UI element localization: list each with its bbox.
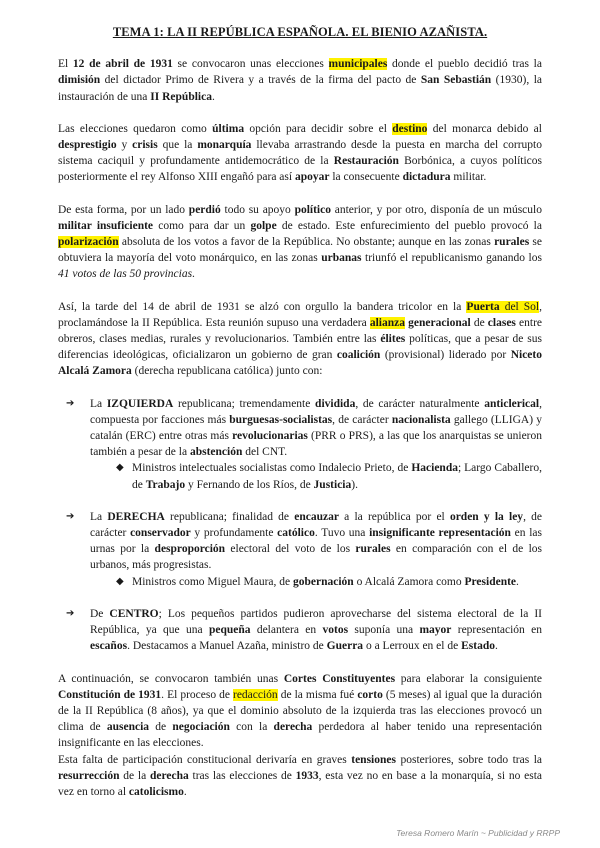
bold-text: derecha (273, 721, 313, 734)
text: , de carácter (332, 413, 392, 426)
text: y (116, 139, 133, 152)
text: de (470, 316, 488, 329)
italic-text: 41 votos de las 50 provincias (58, 268, 193, 281)
spacer (58, 283, 542, 299)
list-item-derecha (66, 509, 542, 590)
list-item-ministros-derecha (116, 574, 542, 590)
text: delantera en (250, 624, 323, 637)
text: en las urnas por la (90, 527, 542, 556)
highlighted-text: polarización (58, 236, 119, 249)
bold-text: católico (277, 527, 315, 540)
bold-text: desprestigio (58, 139, 117, 152)
bold-text: clases (487, 316, 516, 329)
bold-text: dimisión (58, 74, 101, 87)
text: (PRR o PRS), a las que los anarquistas se unieron también a pesar de la (90, 430, 543, 459)
arrow-icon: ➔ (66, 397, 75, 409)
arrow-icon: ➔ (66, 607, 75, 619)
text: como para dar un (153, 219, 251, 232)
text: . Tuvo una (314, 527, 370, 540)
bold-text: tensiones (351, 753, 396, 766)
spacer (78, 590, 542, 606)
bold-text: Estado (461, 640, 495, 653)
bold-text: insignificante representación (369, 527, 511, 540)
text: de la (119, 769, 150, 782)
bold-text: orden y la ley (449, 510, 524, 523)
text: , compuesta por facciones más (90, 397, 542, 426)
text: Borbónica, a cuyos políticos posteriormente el rey Alfonso XIII engañó para así (58, 155, 543, 184)
highlighted-text: redacción (232, 688, 278, 701)
text: con la (229, 721, 274, 734)
text: y Fernando de los Ríos, de (185, 478, 314, 491)
text: entre obreros, clases medias, rurales y revolucionarios. También entre las (58, 316, 542, 346)
text: militar. (450, 171, 487, 184)
bold-text: corto (357, 688, 383, 701)
text: ). (351, 478, 358, 491)
text: todo su apoyo (220, 203, 295, 216)
text: (5 meses) al igual que la duración de la II República (8 años), ya que el dominio absoluto de la izquierda tras las elecciones provocó un clima de (58, 688, 542, 734)
text: a la república por el (338, 510, 450, 523)
text: para elaborar la consiguiente (395, 672, 542, 685)
bold-text: militar insuficiente (58, 219, 154, 232)
bold-text: gobernación (292, 575, 354, 588)
bold-text: abstención (189, 446, 243, 459)
bold-text: Constitución de 1931 (58, 688, 162, 701)
paragraph-tensiones (58, 752, 542, 801)
text: o a Lerroux en el de (363, 640, 462, 653)
page-title: TEMA 1: LA II REPÚBLICA ESPAÑOLA. EL BIENIO AZAÑISTA. (112, 25, 488, 39)
bold-text: pequeña (208, 624, 251, 637)
text: se obtuviera la mayoría del voto monárquico, en las zonas (58, 236, 542, 265)
bold-text: rurales (494, 236, 530, 249)
bold-text: conservador (130, 527, 191, 540)
text: republicana; tremendamente (173, 397, 316, 410)
bold-text: golpe (250, 219, 277, 232)
bold-text: generacional (408, 316, 471, 329)
text: Esta falta de participación constitucional derivaría en graves (58, 753, 352, 766)
bold-text: Guerra (326, 640, 364, 653)
spacer (58, 105, 542, 121)
arrow-icon: ➔ (66, 510, 75, 522)
diamond-icon: ◆ (116, 575, 124, 587)
text: , esta vez no en base a la monarquía, si no esta vez en torno al (58, 769, 543, 798)
diamond-icon: ◆ (116, 462, 124, 474)
bold-text: dividida (315, 397, 356, 410)
text: posteriores, sobre todo tras la (395, 753, 543, 766)
text: opción para decidir sobre el (244, 122, 393, 135)
text: (1930), la instauración de una (58, 74, 542, 103)
text: triunfó el republicanismo ganando los (361, 252, 542, 265)
text: . (516, 575, 519, 588)
bold-text: Niceto Alcalá Zamora (58, 349, 542, 378)
bold-text: élites (380, 333, 406, 346)
text: en comparación con el de los urbanos, más progresistas. (90, 543, 542, 572)
text: (derecha republicana católica) junto con: (131, 365, 323, 378)
highlighted-text: alianza (369, 316, 405, 329)
bold-text: catolicismo (128, 785, 184, 798)
text: del CNT. (242, 446, 288, 459)
text: absoluta de los votos a favor de la República. No obstante; aunque en las zonas (118, 236, 495, 249)
text: perdedora al haber tenido una representación insignificante en las elecciones. (58, 721, 542, 750)
bold-text: IZQUIERDA (106, 397, 174, 410)
text: y profundamente (190, 527, 278, 540)
text: El (58, 58, 73, 71)
text: donde el pueblo decidió tras la (387, 58, 542, 71)
paragraph-proclamacion (58, 299, 542, 380)
bold-text: ausencia (106, 721, 150, 734)
text: . (183, 785, 187, 798)
text: . (211, 90, 215, 103)
bold-text: crisis (132, 139, 158, 152)
text: se convocaron unas elecciones (172, 58, 329, 71)
bold-text: revolucionarias (232, 430, 308, 443)
bold-text: perdió (188, 203, 221, 216)
text: Ministros como Miguel Maura, de (132, 575, 293, 588)
text: la consecuente (329, 171, 403, 184)
text: Ministros intelectuales socialistas como Indalecio Prieto, de (132, 462, 412, 475)
bold-text: resurrección (58, 769, 120, 782)
text: que la (157, 139, 198, 152)
bold-text: urbanas (321, 252, 362, 265)
bold-text: negociación (172, 721, 230, 734)
party-list (58, 396, 542, 655)
text: De esta forma, por un lado (58, 203, 189, 216)
text: del dictador Primo de Rivera y a través de la firma del pacto de (100, 74, 421, 87)
bold-text: CENTRO (109, 607, 159, 620)
bold-text: San Sebastián (420, 74, 492, 87)
paragraph-polarizacion (58, 202, 542, 283)
text: ; Largo Caballero, de (132, 462, 542, 491)
highlighted-text: destino (392, 122, 428, 135)
text: (provisional) liderado por (380, 349, 511, 362)
list-item-izquierda (66, 396, 543, 493)
text: de estado. Este enfurecimiento del pueblo provocó la (276, 219, 542, 232)
bold-text: escaños (90, 640, 128, 653)
paragraph-elecciones (58, 121, 542, 186)
bold-text: anticlerical (484, 397, 540, 410)
spacer (58, 186, 542, 202)
text: . Destacamos a Manuel Azaña, ministro de (127, 640, 327, 653)
text: republicana; finalidad de (164, 510, 295, 523)
text: políticas, que a pesar de sus diferencias ideológicas, oficializaron un gobierno de gran (58, 333, 542, 362)
bold-text: Hacienda (411, 462, 458, 475)
paragraph-intro (58, 56, 542, 105)
text: Las elecciones quedaron como (58, 122, 213, 135)
list-item-centro (66, 606, 542, 655)
bold-text: desproporción (154, 543, 226, 556)
text: gallego (LLIGA) y catalán (ERC) entre otras más (90, 413, 543, 443)
bold-text: DERECHA (107, 510, 165, 523)
bold-text: derecha (149, 769, 189, 782)
bold-text: coalición (336, 349, 381, 362)
bold-text: Presidente (464, 575, 517, 588)
text: del monarca debido al (427, 122, 542, 135)
bold-text: 1933 (295, 769, 319, 782)
spacer (78, 493, 542, 509)
bold-text: Justicia (313, 478, 352, 491)
text: De (90, 607, 110, 620)
bold-text: Trabajo (145, 478, 186, 491)
text: La (90, 397, 107, 410)
bold-text: apoyar (294, 171, 330, 184)
bold-text: monarquía (197, 139, 252, 152)
bold-text: encauzar (294, 510, 339, 523)
text: , proclamándose la II República. Esta reunión supuso una verdadera (58, 300, 543, 329)
text: suponía una (348, 624, 420, 637)
bold-text: II República (150, 90, 212, 103)
bold-text: última (212, 122, 245, 135)
highlighted-text: municipales (328, 58, 388, 71)
text: tras las elecciones de (188, 769, 296, 782)
list-item-ministros-izquierda (116, 460, 542, 492)
text: anterior, y por otro, disponía de un músculo (330, 203, 542, 216)
text: . (192, 268, 195, 281)
footer-author: Teresa Romero Marín ~ Publicidad y RRPP (396, 828, 560, 838)
bold-text: burguesas-socialistas (229, 413, 333, 426)
spacer (58, 380, 542, 396)
sub-list (90, 460, 542, 492)
text: o Alcalá Zamora como (353, 575, 465, 588)
sub-list (90, 574, 542, 590)
spacer (58, 655, 542, 671)
bold-text: Restauración (333, 155, 399, 168)
highlighted-text: Puerta del Sol (466, 300, 540, 313)
bold-text: rurales (355, 543, 391, 556)
bold-text: nacionalista (391, 413, 451, 426)
text: Así, la tarde del 14 de abril de 1931 se alzó con orgullo la bandera tricolor en la (58, 300, 467, 313)
paragraph-cortes (58, 671, 542, 752)
bold-text: 12 de abril de 1931 (72, 58, 173, 71)
text: representación en (451, 624, 542, 637)
text: ; Los pequeños partidos pudieron aprovecharse del sistema electoral de la II República, ya que una (90, 607, 542, 637)
bold-text: Cortes Constituyentes (283, 672, 396, 685)
text: de la misma fué (277, 688, 358, 701)
text: , de carácter (90, 510, 542, 540)
text: llevaba arrastrando desde la puesta en marcha del corrupto sistema caciquil y profundamente antidemocrático de la (58, 139, 543, 168)
text: electoral del voto de los (225, 543, 356, 556)
bold-text: mayor (419, 624, 452, 637)
text: de (149, 721, 173, 734)
text: A continuación, se convocaron también unas (58, 672, 284, 685)
bold-text: dictadura (402, 171, 451, 184)
text: . (494, 640, 498, 653)
bold-text: votos (322, 624, 349, 637)
bold-text: político (294, 203, 331, 216)
text: La (90, 510, 108, 523)
text: , de carácter naturalmente (355, 397, 485, 410)
text: . El proceso de (161, 688, 233, 701)
